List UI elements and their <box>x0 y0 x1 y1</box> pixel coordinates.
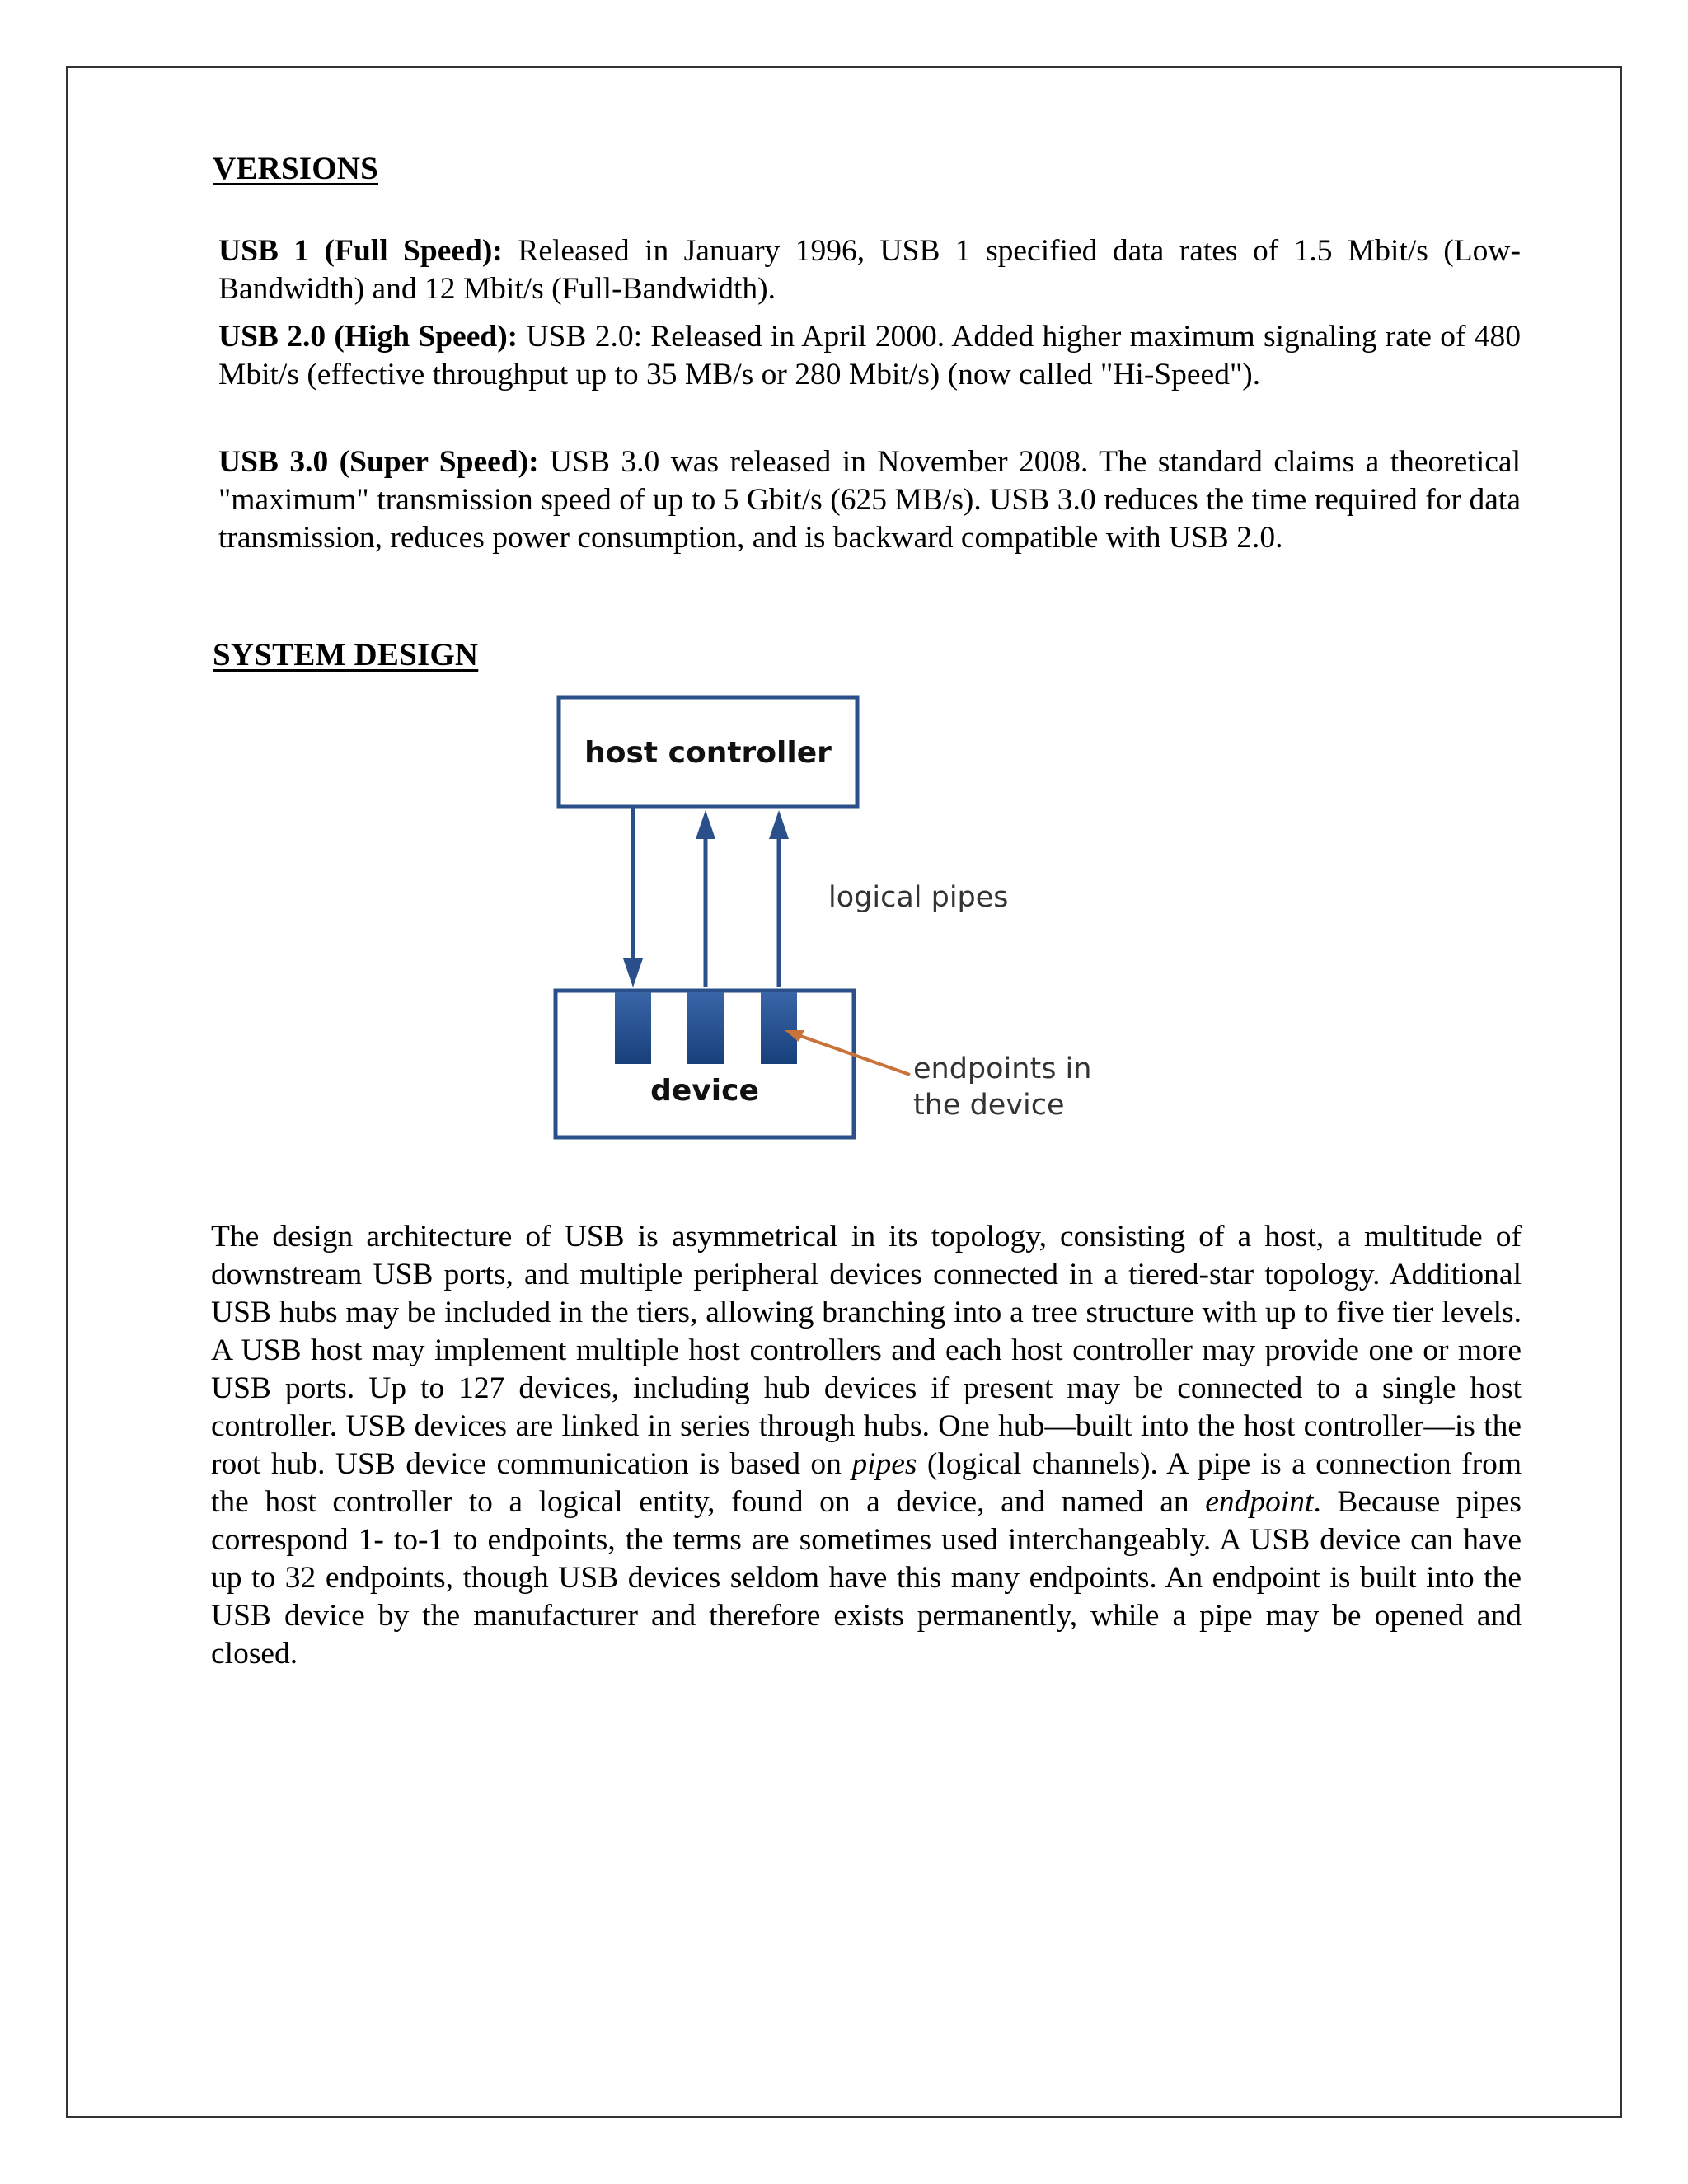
endpoint-2 <box>687 992 724 1064</box>
endpoints-label-line2: the device <box>913 1089 1065 1122</box>
design-text-part1: The design architecture of USB is asymmetrical in its topology, consisting of a host, a multitude of downstream USB ports, and multiple peripheral devices connected in a tiered-star topology. Additional USB hubs may be included in the tiers, allowing branching into a tree structure with up to five tier levels. A USB host may implement multiple host controllers and each host controller may provide one or more USB ports. Up to 127 devices, including hub devices if present may be connected to a single host controller. USB devices are linked in series through hubs. One hub—built into the host controller—is the root hub. USB device communication is based on <box>211 1220 1522 1481</box>
usb3-paragraph <box>218 443 1521 557</box>
usb3-label: USB 3.0 (Super Speed): <box>218 445 539 479</box>
usb1-text: Released in January 1996, USB 1 specified data rates of 1.5 Mbit/s (Low-Bandwidth) and 12 Mbit/s (Full-Bandwidth). <box>218 234 1521 306</box>
design-text-part3: . Because pipes correspond 1- to-1 to endpoints, the terms are sometimes used interchangeably. A USB device can have up to 32 endpoints, though USB devices seldom have this many endpoints. An endpoint is built into the USB device by the manufacturer and therefore exists permanently, while a pipe may be opened and closed. <box>211 1485 1522 1671</box>
pipes-term: pipes <box>851 1447 917 1481</box>
usb-pipes-diagram <box>544 684 1121 1146</box>
endpoint-1 <box>615 992 651 1064</box>
endpoints-label-line1: endpoints in <box>913 1052 1092 1085</box>
usb1-paragraph <box>218 232 1521 308</box>
usb1-label: USB 1 (Full Speed): <box>218 234 503 268</box>
system-design-paragraph <box>211 1218 1522 1673</box>
pipe-up-1 <box>696 810 715 987</box>
usb3-text: USB 3.0 was released in November 2008. The standard claims a theoretical "maximum" transmission speed of up to 5 Gbit/s (625 MB/s). USB 3.0 reduces the time required for data transmission, reduces power consumption, and is backward compatible with USB 2.0. <box>218 445 1521 555</box>
logical-pipes-label: logical pipes <box>828 881 1009 914</box>
usb2-label: USB 2.0 (High Speed): <box>218 320 518 354</box>
pipe-up-2 <box>769 810 789 987</box>
host-controller-label: host controller <box>584 736 832 770</box>
usb2-text: USB 2.0: Released in April 2000. Added higher maximum signaling rate of 480 Mbit/s (effective throughput up to 35 MB/s or 280 Mbit/s) (now called "Hi-Speed"). <box>218 320 1521 391</box>
design-text-part2: (logical channels). A pipe is a connection from the host controller to a logical entity, found on a device, and named an <box>211 1447 1522 1519</box>
system-design-heading: SYSTEM DESIGN <box>213 637 479 673</box>
device-label: device <box>650 1074 759 1108</box>
pipe-down <box>623 808 643 987</box>
versions-heading: VERSIONS <box>213 151 378 186</box>
endpoint-term: endpoint <box>1205 1485 1314 1519</box>
usb2-paragraph <box>218 318 1521 394</box>
endpoint-3 <box>761 992 797 1064</box>
